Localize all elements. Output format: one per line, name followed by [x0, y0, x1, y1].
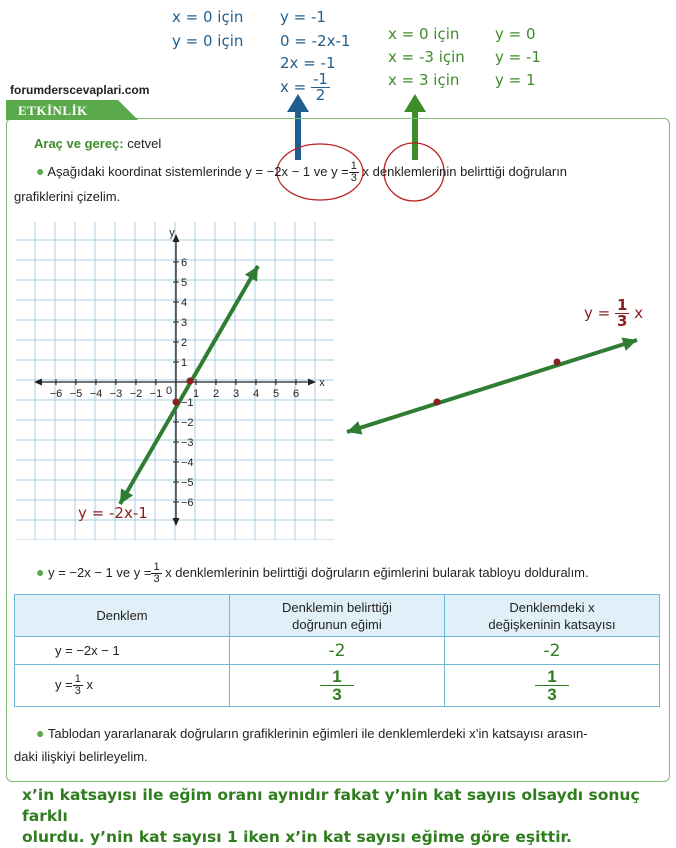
- graph-point: [554, 359, 561, 366]
- frac-den: 3: [332, 685, 342, 704]
- x-tick-label: 2: [212, 388, 220, 400]
- y-tick-label: −5: [181, 477, 194, 489]
- instruction-1-line2: grafiklerini çizelim.: [14, 189, 121, 204]
- y-tick-label: 1: [181, 357, 188, 369]
- frac-num: 1: [74, 673, 81, 685]
- instruction-1: [36, 160, 567, 184]
- x-tick-label: −6: [49, 388, 63, 400]
- p2-pre: y = −2x − 1 ve y =: [48, 565, 152, 580]
- table-row: [15, 665, 660, 707]
- green-arrow-head: [404, 94, 426, 112]
- site-name: forumderscevaplari.com: [10, 83, 150, 97]
- p1-eq2-post: x: [362, 164, 370, 179]
- note-green-2a: x = -3 için: [388, 48, 465, 66]
- graph1-line-label: y = -2x-1: [78, 504, 148, 522]
- header-slope: [229, 595, 444, 637]
- answer-line1: x’in katsayısı ile eğim oranı aynıdır fakat y’nin kat sayııs olsaydı sonuç farklı: [22, 786, 640, 825]
- x-tick-label: −5: [69, 388, 83, 400]
- slope-table: [14, 594, 660, 707]
- bullet-icon: ●: [36, 163, 45, 179]
- header-coef-l2: değişkeninin katsayısı: [488, 616, 616, 632]
- instruction-3: [36, 722, 588, 745]
- g2-label-pre: y =: [584, 304, 611, 322]
- note-blue-2b: 0 = -2x-1: [280, 32, 351, 50]
- g2-label-frac: [615, 298, 629, 329]
- p1-eq1: y = −2x − 1: [245, 164, 311, 179]
- graph-point: [187, 378, 194, 385]
- g2-label-post: x: [634, 304, 644, 322]
- frac-num: 1: [535, 668, 569, 686]
- p1-mid: ve: [313, 164, 328, 179]
- graph-left: [16, 222, 334, 540]
- r2-coef-frac: [535, 668, 569, 703]
- note-green-2b: y = -1: [495, 48, 541, 66]
- p3-line1: Tablodan yararlanarak doğruların grafiklerinin eğimleri ile denklemlerdeki x’in katsayısı arasın-: [47, 726, 588, 741]
- answer-line2: olurdu. y’nin kat sayısı 1 iken x’in kat sayısı eğime göre eşittir.: [22, 828, 572, 846]
- x-tick-label: 4: [252, 388, 260, 400]
- x-tick-label: −2: [129, 388, 143, 400]
- note-green-1b: y = 0: [495, 25, 536, 43]
- tools-label: Araç ve gereç:: [34, 136, 124, 151]
- instruction-3-line2: daki ilişkiyi belirleyelim.: [14, 749, 148, 764]
- tools-line: [34, 136, 161, 151]
- y-tick-label: −6: [181, 497, 194, 509]
- y-tick-label: 4: [181, 297, 188, 309]
- row2-equation: [15, 665, 230, 707]
- y-tick-label: −3: [181, 437, 194, 449]
- frac-den: 3: [153, 573, 160, 586]
- header-slope-l2: doğrunun eğimi: [292, 616, 382, 632]
- y-tick-label: 6: [181, 257, 188, 269]
- p1-post: denklemlerinin belirttiği doğruların: [372, 164, 568, 179]
- graph-point: [173, 399, 180, 406]
- frac-den: 3: [74, 685, 81, 697]
- table-header-row: [15, 595, 660, 637]
- y-tick-label: 3: [181, 317, 188, 329]
- x-tick-label: −4: [89, 388, 103, 400]
- p1-pre: Aşağıdaki koordinat sistemlerinde: [47, 164, 242, 179]
- bullet-icon: ●: [36, 564, 45, 580]
- row2-slope: [229, 665, 444, 707]
- y-tick-label: 5: [181, 277, 188, 289]
- note-blue-4-prefix: x =: [280, 78, 307, 96]
- p1-eq2-frac: [349, 161, 359, 184]
- note-blue-1b: y = -1: [280, 8, 326, 26]
- note-blue-2a: y = 0 için: [172, 32, 244, 50]
- r2-eq-pre: y =: [55, 676, 73, 692]
- origin-label: 0: [165, 385, 173, 397]
- header-coef-l1: Denklemdeki x: [509, 599, 595, 615]
- x-tick-label: 1: [192, 388, 200, 400]
- x-axis-label: x: [319, 377, 325, 389]
- y-tick-label: −1: [181, 397, 194, 409]
- note-blue-3: 2x = -1: [280, 54, 336, 72]
- p2-post: x denklemlerinin belirttiği doğruların eğimlerini bularak tabloyu dolduralım.: [165, 565, 589, 580]
- table-row: [15, 637, 660, 665]
- p1-eq2-pre: y =: [331, 164, 349, 179]
- bullet-icon: ●: [36, 725, 45, 741]
- note-green-1a: x = 0 için: [388, 25, 460, 43]
- frac-num: 1: [617, 296, 628, 314]
- header-coef: [444, 595, 659, 637]
- handwritten-answer: [22, 785, 662, 848]
- frac-den: 2: [315, 86, 326, 104]
- frac-num: 1: [320, 668, 354, 686]
- row1-slope: -2: [229, 637, 444, 665]
- x-tick-label: 6: [292, 388, 300, 400]
- r2-eq-post: x: [86, 676, 93, 692]
- y-axis-arrow-icon: [173, 518, 180, 526]
- r2-eq-frac: [73, 674, 83, 697]
- y-tick-label: −4: [181, 457, 194, 469]
- row2-coef: [444, 665, 659, 707]
- note-blue-1a: x = 0 için: [172, 8, 244, 26]
- x-tick-label: 3: [232, 388, 240, 400]
- activity-title: ETKİNLİK: [18, 103, 88, 118]
- frac-den: 3: [617, 312, 628, 330]
- note-green-3b: y = 1: [495, 71, 536, 89]
- header-equation: Denklem: [15, 595, 230, 637]
- frac-den: 3: [350, 172, 357, 185]
- graph2-line-label: [584, 298, 643, 329]
- y-axis-label: y: [169, 227, 175, 239]
- r2-slope-frac: [320, 668, 354, 703]
- frac-num: 1: [350, 160, 357, 173]
- instruction-2: [36, 561, 589, 585]
- frac-den: 3: [547, 685, 557, 704]
- y-tick-label: −2: [181, 417, 194, 429]
- frac-num: 1: [153, 561, 160, 574]
- x-tick-label: 5: [272, 388, 280, 400]
- row1-equation: y = −2x − 1: [15, 637, 230, 665]
- graph-line: [347, 340, 637, 432]
- note-green-3a: x = 3 için: [388, 71, 460, 89]
- x-tick-label: −1: [149, 388, 163, 400]
- frac-num: -1: [313, 70, 328, 88]
- graph-point: [434, 399, 441, 406]
- tools-value: cetvel: [127, 136, 162, 151]
- x-tick-label: −3: [109, 388, 123, 400]
- header-slope-l1: Denklemin belirttiği: [282, 599, 392, 615]
- graph-right: [337, 222, 655, 540]
- y-tick-label: 2: [181, 337, 188, 349]
- p2-frac: [151, 562, 161, 585]
- row1-coef: -2: [444, 637, 659, 665]
- blue-arrow-head: [287, 94, 309, 112]
